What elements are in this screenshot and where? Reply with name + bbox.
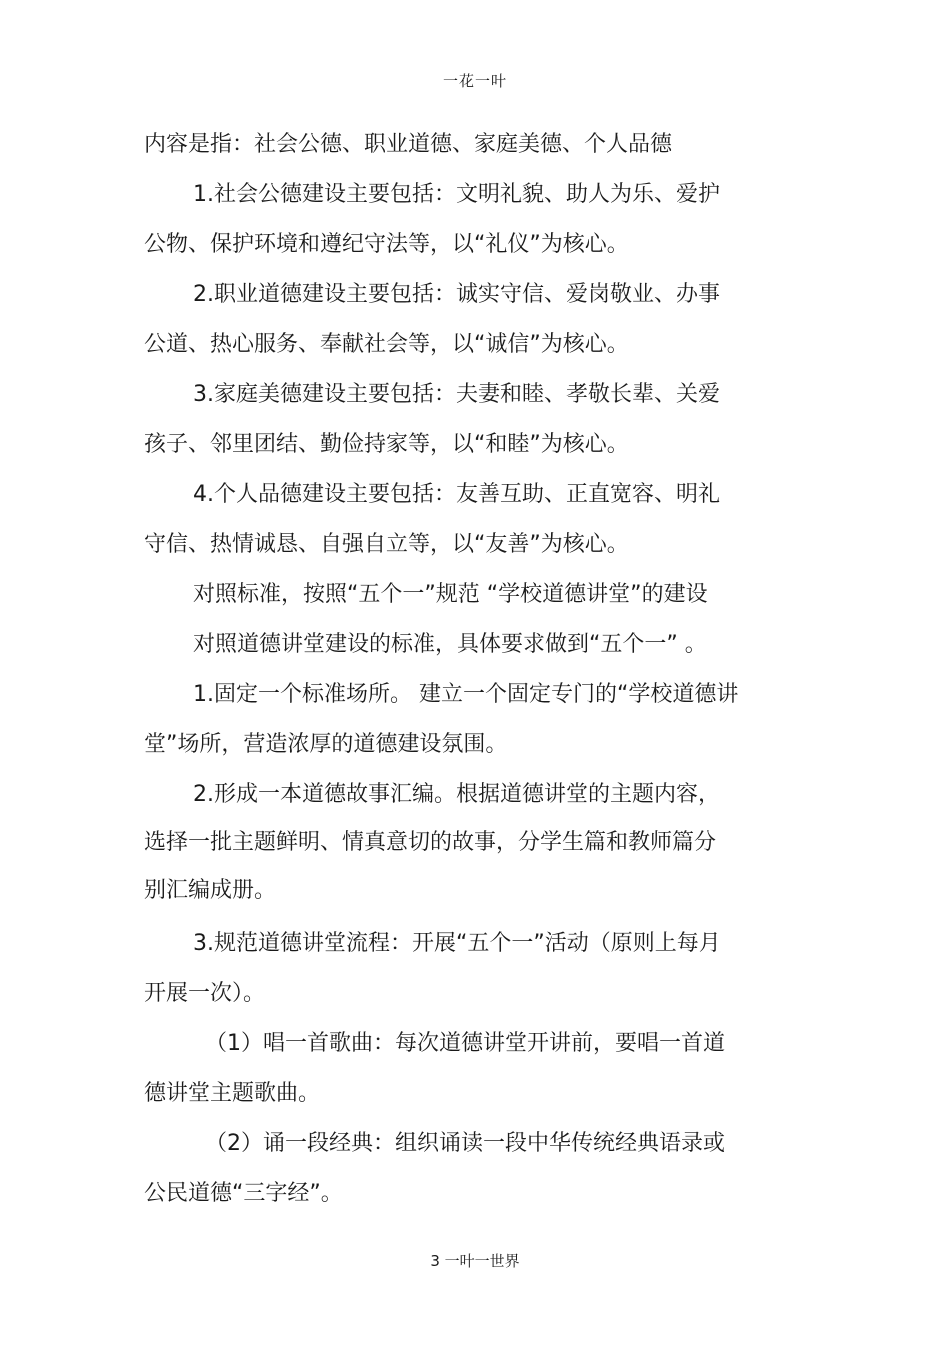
body-line: 对照道德讲堂建设的标准，具体要求做到“五个一” 。 (193, 632, 707, 657)
body-line: 内容是指：社会公德、职业道德、家庭美德、个人品德 (144, 132, 673, 157)
body-line: 3.家庭美德建设主要包括：夫妻和睦、孝敬长辈、关爱 (193, 382, 720, 407)
body-line: （2）诵一段经典：组织诵读一段中华传统经典语录或 (205, 1131, 725, 1156)
body-line: 别汇编成册。 (144, 878, 277, 903)
page-header: 一花一叶 (442, 72, 507, 90)
body-line: 堂”场所，营造浓厚的道德建设氛围。 (144, 732, 508, 757)
page-footer: 3 一叶一世界 (430, 1252, 520, 1270)
body-line: 1.固定一个标准场所。 建立一个固定专门的“学校道德讲 (193, 682, 739, 707)
body-line: 开展一次）。 (144, 981, 266, 1006)
body-line: 公物、保护环境和遵纪守法等，以“礼仪”为核心。 (144, 232, 629, 257)
body-line: （1）唱一首歌曲：每次道德讲堂开讲前，要唱一首道 (205, 1031, 725, 1056)
body-line: 对照标准，按照“五个一”规范 “学校道德讲堂”的建设 (193, 582, 708, 607)
body-line: 选择一批主题鲜明、情真意切的故事，分学生篇和教师篇分 (144, 830, 717, 855)
body-line: 德讲堂主题歌曲。 (144, 1081, 321, 1106)
body-line: 公道、热心服务、奉献社会等，以“诚信”为核心。 (144, 332, 629, 357)
body-line: 1.社会公德建设主要包括：文明礼貌、助人为乐、爱护 (193, 182, 720, 207)
body-line: 2.形成一本道德故事汇编。根据道德讲堂的主题内容， (193, 782, 720, 807)
body-line: 3.规范道德讲堂流程：开展“五个一”活动（原则上每月 (193, 931, 721, 956)
body-line: 守信、热情诚恳、自强自立等，以“友善”为核心。 (144, 532, 629, 557)
body-line: 公民道德“三字经”。 (144, 1181, 343, 1206)
body-line: 4.个人品德建设主要包括：友善互助、正直宽容、明礼 (193, 482, 720, 507)
body-line: 2.职业道德建设主要包括：诚实守信、爱岗敬业、办事 (193, 282, 720, 307)
body-line: 孩子、邻里团结、勤俭持家等，以“和睦”为核心。 (144, 432, 629, 457)
